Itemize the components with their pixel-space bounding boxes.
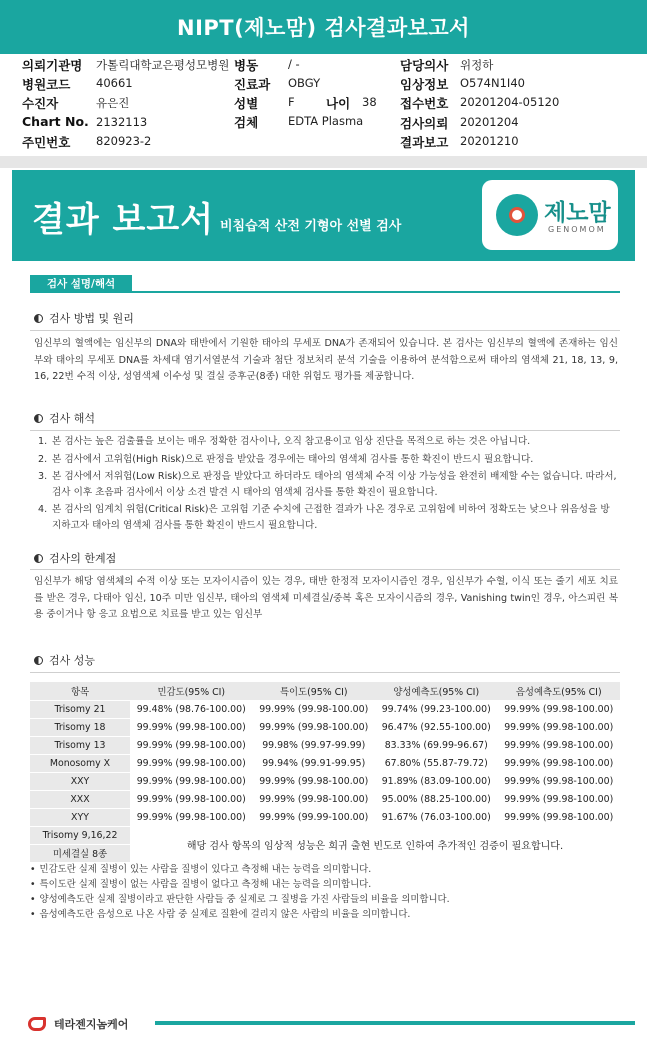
info-value: 40661 (96, 76, 133, 90)
info-value: 위정하 (460, 58, 494, 72)
info-value: O574N1I40 (460, 76, 525, 90)
row-name: Monosomy X (30, 754, 130, 772)
table-cell: 99.99% (99.98-100.00) (130, 772, 253, 790)
divider (30, 672, 620, 673)
info-label: 검사의뢰 (400, 116, 449, 131)
table-row (30, 808, 620, 826)
limitations-text: 임신부가 해당 염색체의 수적 이상 또는 모자이시즘이 있는 경우, 태반 한정적 모자이시즘인 경우, 임신부가 수혈, 이식 또는 줄기 세포 치료를 받은 경우, 다태아 임신, 10주 미만 임신부, 태아의 염색체 미세결실/중복 혹은 모자이시즘의 경우, Vanishing twin인 경우, 아스피린 복용 중이거나 항 응고 요법으로 치료를 받고 있는 임신부 (34, 576, 618, 620)
info-label: 병원코드 (22, 77, 71, 92)
table-row (30, 736, 620, 754)
row-name: XYY (30, 808, 130, 826)
info-label: 임상정보 (400, 77, 449, 92)
genomom-logo (482, 180, 618, 250)
info-label: 나이 (326, 96, 351, 111)
definitions-list (30, 862, 620, 922)
info-label: Chart No. (22, 114, 89, 129)
section-title-interpretation: 검사 해석 (34, 410, 95, 426)
footer-company: 테라젠지놈케어 (54, 1018, 129, 1031)
table-cell: 67.80% (55.87-79.72) (375, 754, 498, 772)
genomom-logo-icon (496, 194, 538, 236)
table-cell: 99.99% (99.98-100.00) (253, 772, 376, 790)
list-item: 2. 본 검사에서 고위험(High Risk)으로 판정을 받았을 경우에는 태아의 염색체 검사를 통한 확진이 반드시 필요합니다. (38, 453, 534, 465)
divider (30, 330, 620, 331)
result-banner (12, 170, 635, 261)
list-item: 4. 본 검사의 임계치 위험(Critical Risk)은 고위험 기준 수치에 근접한 결과가 나온 경우로 고위험에 비하여 정확도는 낮으나 위음성을 방지하고자 태아의 염색체 검사를 통한 확진이 반드시 필요합니다. (38, 504, 610, 531)
report-title: NIPT(제노맘) 검사결과보고서 (177, 16, 470, 40)
list-item: • 민감도란 실제 질병이 있는 사람을 질병이 있다고 측정해 내는 능력을 의미합니다. (30, 862, 620, 877)
info-value: 유은진 (96, 96, 130, 110)
separator-bar (0, 156, 647, 168)
table-row (30, 790, 620, 808)
performance-table (30, 682, 620, 863)
column-header: 항목 (30, 682, 130, 700)
table-cell: 99.99% (99.98-100.00) (498, 772, 621, 790)
genomom-logo-eng: GENOMOM (548, 225, 606, 234)
table-cell: 99.99% (99.98-100.00) (130, 754, 253, 772)
table-cell: 91.67% (76.03-100.00) (375, 808, 498, 826)
info-label: 병동 (234, 58, 259, 73)
interpretation-list (34, 434, 618, 535)
result-report-title: 결과 보고서 (32, 200, 215, 240)
table-cell: 99.99% (99.98-100.00) (130, 718, 253, 736)
half-circle-bullet-icon (34, 554, 43, 563)
info-label: 주민번호 (22, 135, 71, 150)
info-value: 가톨릭대학교은평성모병원 (96, 58, 230, 72)
half-circle-bullet-icon (34, 414, 43, 423)
info-label: 진료과 (234, 77, 271, 92)
list-item: 1. 본 검사는 높은 검출률을 보이는 매우 정확한 검사이나, 오직 참고용이고 임상 진단을 목적으로 하는 것은 아닙니다. (38, 436, 531, 447)
table-cell: 99.99% (99.99-100.00) (253, 808, 376, 826)
table-row (30, 754, 620, 772)
table-cell: 99.99% (99.98-100.00) (253, 718, 376, 736)
column-header: 양성예측도(95% CI) (375, 682, 498, 700)
section-title-method: 검사 방법 및 원리 (34, 310, 134, 326)
row-name: Trisomy 9,16,22 (30, 826, 130, 844)
footer-logo (28, 1014, 128, 1034)
table-row (30, 772, 620, 790)
table-cell: 99.99% (99.98-100.00) (130, 736, 253, 754)
info-label: 성별 (234, 96, 259, 111)
divider (30, 569, 620, 570)
table-cell: 99.99% (99.98-100.00) (253, 790, 376, 808)
info-label: 담당의사 (400, 58, 449, 73)
table-cell: 99.99% (99.98-100.00) (498, 754, 621, 772)
info-label: 결과보고 (400, 135, 449, 150)
info-value: 20201204-05120 (460, 95, 560, 109)
section-title-limitations: 검사의 한계점 (34, 550, 116, 566)
method-text: 임신부의 혈액에는 임신부의 DNA와 태반에서 기원한 태아의 무세포 DNA가 존재되어 있습니다. 본 검사는 임신부의 혈액에 존재하는 임신부와 태아의 무세포 DNA를 차세대 염기서열분석 기술과 첨단 정보처리 분석 기술을 이용하여 분석함으로써 태아의 염색체 21, 18, 13, 9, 16, 22번 수적 이상, 성염색체 이수성 및 결실 증후군(8종) 대한 위험도 평가를 제공합니다. (34, 338, 618, 382)
report-header (0, 0, 647, 54)
list-item: 3. 본 검사에서 저위험(Low Risk)으로 판정을 받았다고 하더라도 태아의 염색체 수적 이상 가능성을 완전히 배제할 수는 없습니다. 따라서, 검사 이후 초음파 검사에서 이상 소견 발견 시 태아의 염색체 검사를 통한 확진이 필요합니다. (38, 471, 617, 498)
info-value: 2132113 (96, 115, 148, 129)
row-name: Trisomy 13 (30, 736, 130, 754)
column-header: 민감도(95% CI) (130, 682, 253, 700)
section-title-performance: 검사 성능 (34, 652, 95, 668)
row-name: Trisomy 18 (30, 718, 130, 736)
row-name: 미세결실 8종 (30, 844, 130, 862)
table-cell: 96.47% (92.55-100.00) (375, 718, 498, 736)
info-value: 20201204 (460, 115, 519, 129)
info-label: 접수번호 (400, 96, 449, 111)
footer-line (155, 1021, 635, 1025)
table-cell: 99.74% (99.23-100.00) (375, 700, 498, 718)
info-label: 검체 (234, 115, 259, 130)
theragen-logo-icon (28, 1015, 50, 1033)
table-note: 해당 검사 항목의 임상적 성능은 희귀 출현 빈도로 인하여 추가적인 검증이 필요합니다. (130, 826, 620, 862)
table-cell: 99.99% (99.98-100.00) (498, 700, 621, 718)
table-cell: 99.48% (98.76-100.00) (130, 700, 253, 718)
half-circle-bullet-icon (34, 656, 43, 665)
column-header: 특이도(95% CI) (253, 682, 376, 700)
info-value: 20201210 (460, 134, 519, 148)
table-cell: 91.89% (83.09-100.00) (375, 772, 498, 790)
row-name: XXX (30, 790, 130, 808)
table-cell: 99.99% (99.98-100.00) (498, 790, 621, 808)
section-tab: 검사 설명/해석 (30, 275, 132, 293)
row-name: XXY (30, 772, 130, 790)
table-cell: 99.99% (99.98-100.00) (130, 808, 253, 826)
divider (30, 430, 620, 431)
table-cell: 99.99% (99.98-100.00) (498, 736, 621, 754)
list-item: • 양성예측도란 실제 질병이라고 판단한 사람들 중 실제로 그 질병을 가진 사람들의 비율을 의미합니다. (30, 892, 620, 907)
table-cell: 99.98% (99.97-99.99) (253, 736, 376, 754)
table-cell: 99.99% (99.98-100.00) (253, 700, 376, 718)
genomom-logo-text: 제노맘 (544, 200, 611, 226)
list-item: • 음성예측도란 음성으로 나온 사람 중 실제로 질환에 걸리지 않은 사람의 비율을 의미합니다. (30, 907, 620, 922)
list-item: • 특이도란 실제 질병이 없는 사람을 질병이 없다고 측정해 내는 능력을 의미합니다. (30, 877, 620, 892)
result-report-subtitle: 비침습적 산전 기형아 선별 검사 (220, 219, 402, 234)
table-cell: 99.99% (99.98-100.00) (498, 808, 621, 826)
table-cell: 99.99% (99.98-100.00) (130, 790, 253, 808)
info-value: OBGY (288, 76, 321, 90)
half-circle-bullet-icon (34, 314, 43, 323)
row-name: Trisomy 21 (30, 700, 130, 718)
table-cell: 83.33% (69.99-96.67) (375, 736, 498, 754)
table-row (30, 718, 620, 736)
info-value: 38 (362, 95, 377, 109)
table-cell: 99.99% (99.98-100.00) (498, 718, 621, 736)
table-header-row (30, 682, 620, 700)
table-row (30, 826, 620, 844)
patient-info (0, 54, 647, 156)
info-label: 수진자 (22, 96, 59, 111)
info-value: / - (288, 57, 300, 71)
column-header: 음성예측도(95% CI) (498, 682, 621, 700)
info-value: EDTA Plasma (288, 114, 364, 128)
info-label: 의뢰기관명 (22, 58, 83, 73)
table-row (30, 700, 620, 718)
info-value: F (288, 95, 295, 109)
section-tab-header (30, 275, 620, 293)
info-value: 820923-2 (96, 134, 152, 148)
table-cell: 95.00% (88.25-100.00) (375, 790, 498, 808)
table-cell: 99.94% (99.91-99.95) (253, 754, 376, 772)
